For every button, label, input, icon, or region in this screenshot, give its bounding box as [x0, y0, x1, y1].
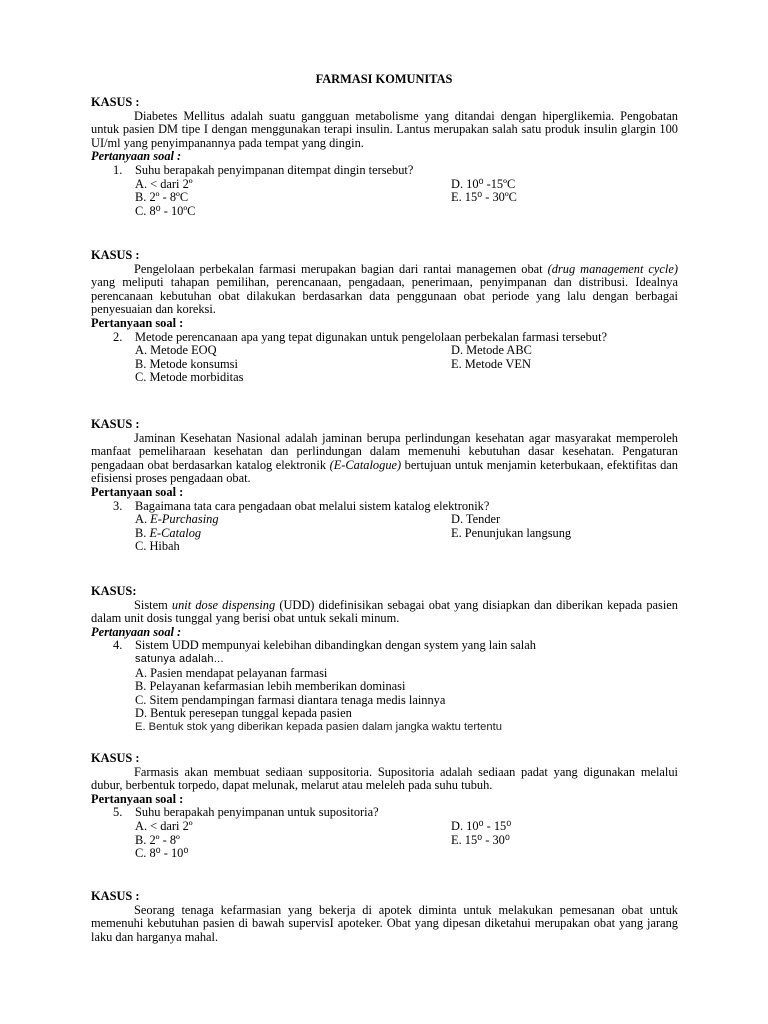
option-a: A. < dari 2º	[135, 176, 193, 191]
case-heading: KASUS :	[91, 889, 140, 903]
option-e: E. 15⁰ - 30⁰	[451, 832, 510, 847]
option-text: E-Catalog	[149, 525, 202, 540]
paragraph-part: (UDD) didefinisikan sebagai obat yang disiapkan dan diberikan kepada pasien dalam unit dosis tunggal yang berisi obat untuk sekali minum.	[91, 597, 678, 626]
option-a: A. Metode EOQ	[135, 343, 217, 358]
case-paragraph: Diabetes Mellitus adalah suatu gangguan metabolisme yang ditandai dengan hiperglikemia. Pengobatan untuk pasien DM tipe I dengan menggunakan terapi insulin. Lantus merupakan salah satu produk insulin glargin 100 UI/ml yang penyimpanannya pada tempat yang dingin.	[91, 108, 678, 150]
option-c: C. 8⁰ - 10ºC	[135, 203, 196, 218]
option-d: D. Metode ABC	[451, 343, 532, 358]
option-letter: D.	[451, 512, 466, 527]
option-text: Hibah	[149, 539, 180, 554]
paragraph-italic: unit dose dispensing	[171, 597, 276, 612]
option-a: A. < dari 2º	[135, 818, 193, 833]
option-e: E. Metode VEN	[451, 356, 531, 371]
case-heading: KASUS :	[91, 248, 140, 262]
option-letter: C.	[135, 539, 150, 554]
paragraph-italic: (E-Catalogue)	[329, 457, 402, 472]
paragraph-part: yang meliputi tahapan pemilihan, perencanaan, pengadaan, penerimaan, penyimpanan dan distribusi. Idealnya perencanaan kebutuhan obat dilakukan berdasarkan data penggunaan obat periode yang lalu dengan berbagai penyesuaian dan koreksi.	[91, 275, 678, 317]
option-b	[135, 527, 451, 541]
paragraph-italic: (drug management cycle)	[547, 261, 678, 276]
question-label: Pertanyaan soal :	[91, 791, 184, 806]
option-empty	[451, 847, 678, 861]
question-number: 4.	[113, 638, 123, 653]
question-number: 1.	[113, 162, 123, 177]
paragraph-part: Pengelolaan perbekalan farmasi merupakan bagian dari rantai managemen obat	[134, 261, 548, 276]
question-text: Suhu berapakah penyimpanan untuk supositoria?	[135, 805, 379, 820]
case-paragraph: Seorang tenaga kefarmasian yang bekerja di apotek diminta untuk melakukan pemesanan obat untuk memenuhi kebutuhan pasien di bawah supervisI apoteker. Obat yang dipesan diketahui merupakan obat yang jarang laku dan harganya mahal.	[91, 902, 678, 944]
option-d: D. 10⁰ -15ºC	[451, 176, 516, 191]
option-empty	[451, 205, 678, 219]
case-heading: KASUS :	[91, 751, 140, 765]
answer-options	[135, 513, 678, 554]
case-6	[91, 890, 678, 944]
option-a	[135, 513, 451, 527]
answer-options	[135, 344, 678, 385]
question-label: Pertanyaan soal :	[91, 484, 184, 499]
paragraph-part: Sistem	[134, 597, 172, 612]
question-text-continued: satunya adalah...	[135, 652, 224, 665]
option-d: D. 10⁰ - 15⁰	[451, 818, 512, 833]
case-4	[91, 585, 678, 735]
option-text: E-Purchasing	[150, 512, 219, 527]
question-number: 5.	[113, 805, 123, 820]
case-paragraph: Farmasis akan membuat sediaan suppositoria. Supositoria adalah sediaan padat yang digunakan melalui dubur, berbentuk torpedo, dapat melunak, melarut atau meleleh pada suhu tubuh.	[91, 764, 678, 793]
case-heading: KASUS :	[91, 95, 140, 109]
case-5	[91, 752, 678, 861]
question	[113, 164, 678, 178]
case-heading: KASUS:	[91, 584, 137, 598]
option-e	[451, 527, 678, 541]
case-paragraph	[91, 432, 678, 486]
option-b: B. 2º - 8ºC	[135, 190, 189, 205]
question-label: Pertanyaan soal :	[91, 315, 184, 330]
question	[113, 500, 678, 514]
option-d: D. Bentuk peresepan tunggal kepada pasien	[135, 706, 352, 721]
option-a: A. Pasien mendapat pelayanan farmasi	[135, 665, 328, 680]
case-paragraph	[91, 599, 678, 626]
case-1	[91, 96, 678, 218]
option-c: C. 8⁰ - 10⁰	[135, 846, 189, 861]
case-3	[91, 418, 678, 554]
case-paragraph	[91, 263, 678, 317]
answer-options	[135, 178, 678, 219]
question-number: 3.	[113, 498, 123, 513]
paragraph-part: Jaminan Kesehatan Nasional adalah jaminan berupa perlindungan kesehatan agar masyarakat memperoleh manfaat pemeliharaan kesehatan dan perlindungan dalam memenuhi kebutuhan dasar kesehatan. Pengaturan pengadaan obat berdasarkan katalog elektronik	[91, 430, 678, 472]
option-letter: B.	[135, 525, 150, 540]
question-text: Sistem UDD mempunyai kelebihan dibandingkan dengan system yang lain salah	[135, 638, 536, 653]
option-b: B. Pelayanan kefarmasian lebih memberikan dominasi	[135, 679, 406, 694]
question-text: Bagaimana tata cara pengadaan obat melalui sistem katalog elektronik?	[135, 498, 490, 513]
option-letter: A.	[135, 512, 151, 527]
question-label: Pertanyaan soal :	[91, 149, 182, 164]
question-text: Suhu berapakah penyimpanan ditempat dingin tersebut?	[135, 162, 414, 177]
paragraph-part: bertujuan untuk menjamin keterbukaan, efektifitas dan efisiensi proses pengadaan obat.	[91, 457, 678, 486]
option-b: B. Metode konsumsi	[135, 356, 238, 371]
option-letter: E.	[451, 525, 465, 540]
option-c: C. Sitem pendampingan farmasi diantara tenaga medis lainnya	[135, 692, 446, 707]
option-empty	[451, 540, 678, 554]
case-heading: KASUS :	[91, 417, 140, 431]
question-label: Pertanyaan soal :	[91, 624, 182, 639]
question-text: Metode perencanaan apa yang tepat digunakan untuk pengelolaan perbekalan farmasi tersebut?	[135, 329, 608, 344]
option-empty	[451, 371, 678, 385]
answer-options	[135, 820, 678, 861]
option-c	[135, 540, 451, 554]
option-e: E. 15⁰ - 30ºC	[451, 190, 517, 205]
question	[113, 639, 678, 653]
option-text: Penunjukan langsung	[464, 525, 572, 540]
question	[113, 331, 678, 345]
question	[113, 806, 678, 820]
answer-options	[135, 667, 678, 735]
option-b: B. 2º - 8º	[135, 832, 180, 847]
document-title: FARMASI KOMUNITAS	[315, 72, 453, 86]
option-text: Tender	[465, 512, 501, 527]
option-e: E. Bentuk stok yang diberikan kepada pasien dalam jangka waktu tertentu	[135, 720, 502, 733]
question-number: 2.	[113, 329, 123, 344]
case-2	[91, 249, 678, 385]
option-c: C. Metode morbiditas	[135, 370, 244, 385]
option-d	[451, 513, 678, 527]
